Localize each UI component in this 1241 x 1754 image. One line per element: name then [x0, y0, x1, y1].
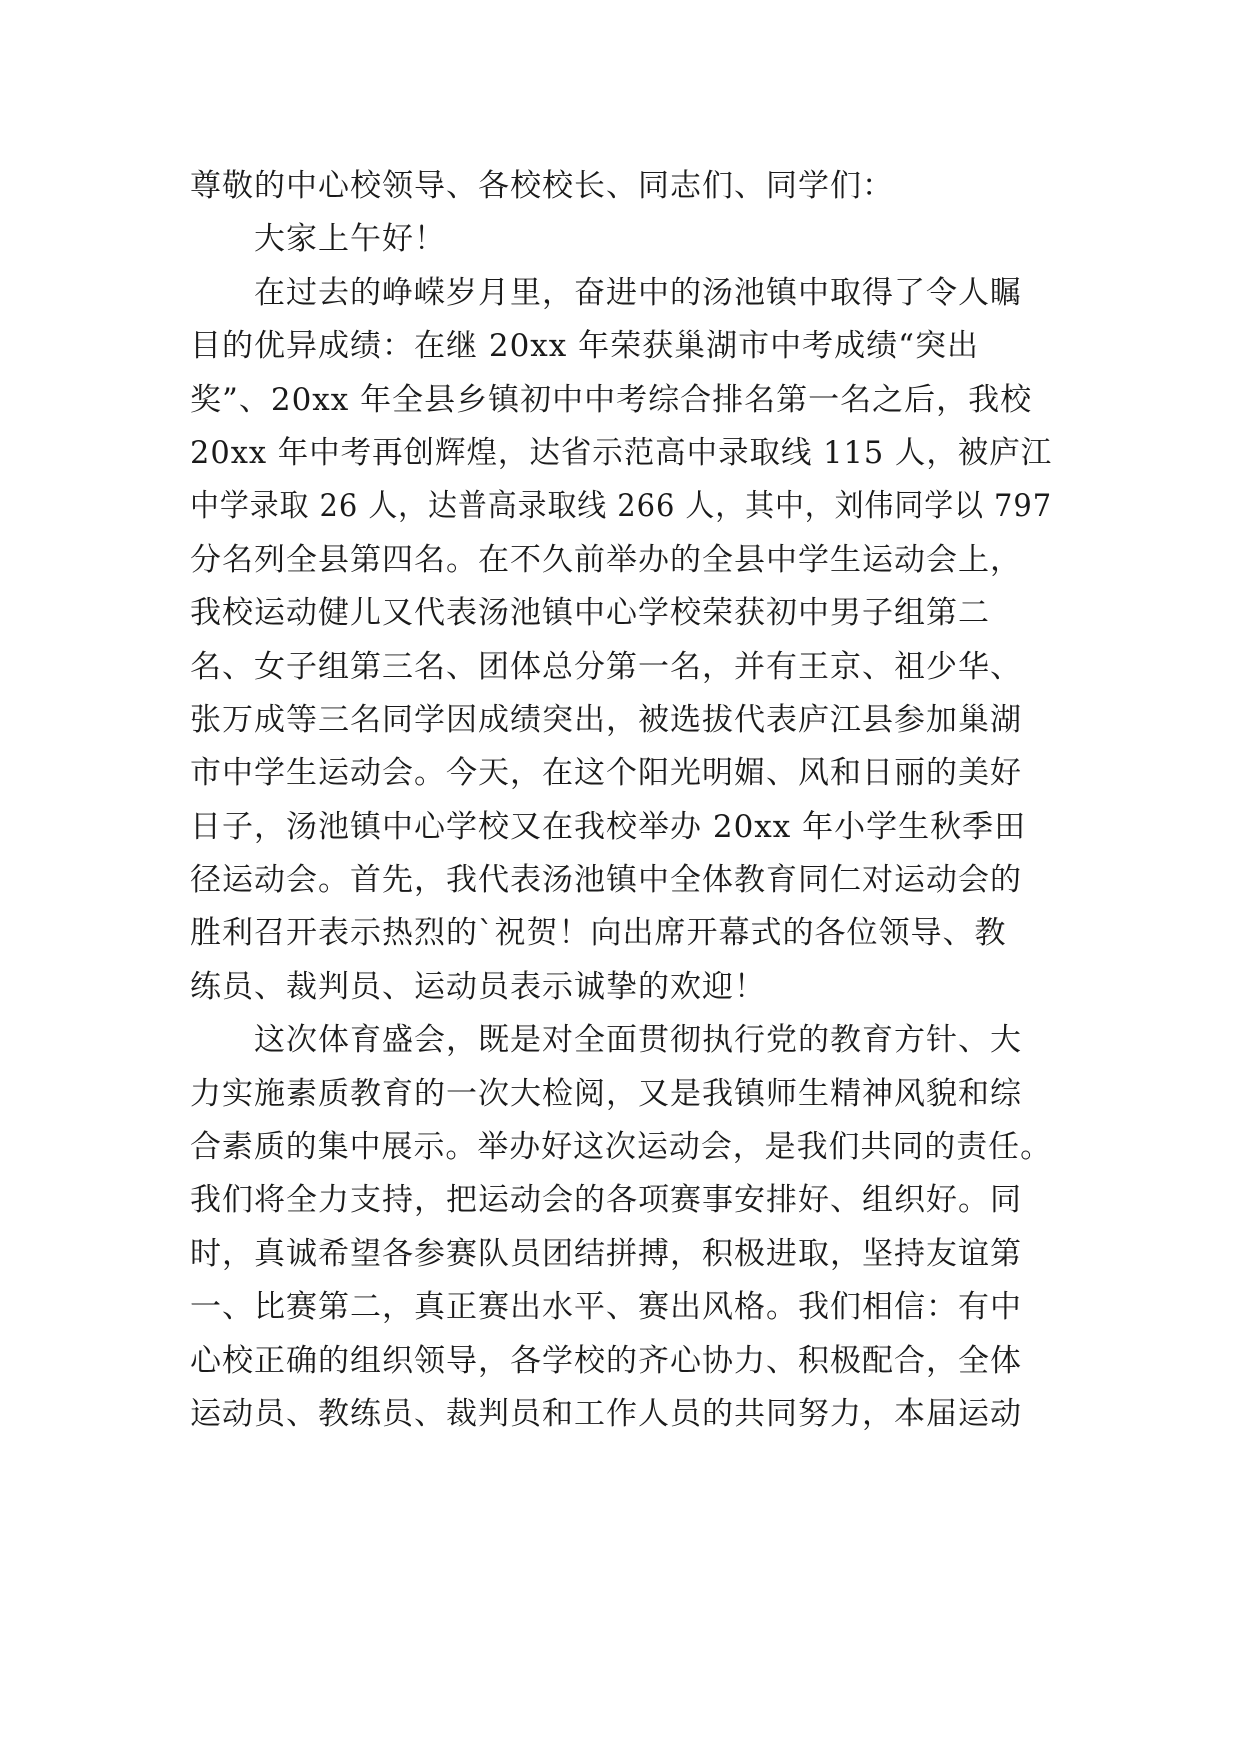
text-line: 日子，汤池镇中心学校又在我校举办 20xx 年小学生秋季田 [190, 808, 1027, 845]
text-line: 名、女子组第三名、团体总分第一名，并有王京、祖少华、 [190, 648, 1022, 685]
speech-body [190, 160, 1052, 1441]
text-line: 径运动会。首先，我代表汤池镇中全体教育同仁对运动会的 [190, 862, 1022, 899]
text-line: 在过去的峥嵘岁月里，奋进中的汤池镇中取得了令人瞩 [254, 274, 1022, 311]
text-line: 心校正确的组织领导，各学校的齐心协力、积极配合，全体 [190, 1342, 1022, 1379]
text-line: 运动员、教练员、裁判员和工作人员的共同努力，本届运动 [190, 1395, 1022, 1432]
text-line: 这次体育盛会，既是对全面贯彻执行党的教育方针、大 [254, 1022, 1022, 1059]
text-line: 一、比赛第二，真正赛出水平、赛出风格。我们相信：有中 [190, 1289, 1022, 1326]
text-line: 合素质的集中展示。举办好这次运动会，是我们共同的责任。 [190, 1129, 1053, 1166]
text-line: 奖”、20xx 年全县乡镇初中中考综合排名第一名之后，我校 [190, 381, 1033, 418]
text-line: 我校运动健儿又代表汤池镇中心学校荣获初中男子组第二 [190, 595, 990, 632]
text-line: 目的优异成绩：在继 20xx 年荣获巢湖市中考成绩“突出 [190, 328, 979, 365]
text-line: 大家上午好！ [254, 221, 446, 258]
text-line: 张万成等三名同学因成绩突出，被选拔代表庐江县参加巢湖 [190, 701, 1022, 738]
text-line: 20xx 年中考再创辉煌，达省示范高中录取线 115 人，被庐江 [190, 434, 1053, 471]
text-line: 尊敬的中心校领导、各校校长、同志们、同学们： [190, 168, 894, 204]
text-line: 时，真诚希望各参赛队员团结拼搏，积极进取，坚持友谊第 [190, 1235, 1022, 1272]
text-line: 我们将全力支持，把运动会的各项赛事安排好、组织好。同 [190, 1182, 1022, 1219]
text-line: 分名列全县第四名。在不久前举办的全县中学生运动会上， [190, 541, 1022, 578]
text-line: 市中学生运动会。今天，在这个阳光明媚、风和日丽的美好 [190, 755, 1022, 792]
text-line: 胜利召开表示热烈的`祝贺！向出席开幕式的各位领导、教 [190, 915, 1007, 952]
text-line: 中学录取 26 人，达普高录取线 266 人，其中，刘伟同学以 797 [190, 488, 1053, 525]
text-line: 力实施素质教育的一次大检阅，又是我镇师生精神风貌和综 [190, 1075, 1022, 1112]
text-line: 练员、裁判员、运动员表示诚挚的欢迎！ [190, 968, 766, 1005]
